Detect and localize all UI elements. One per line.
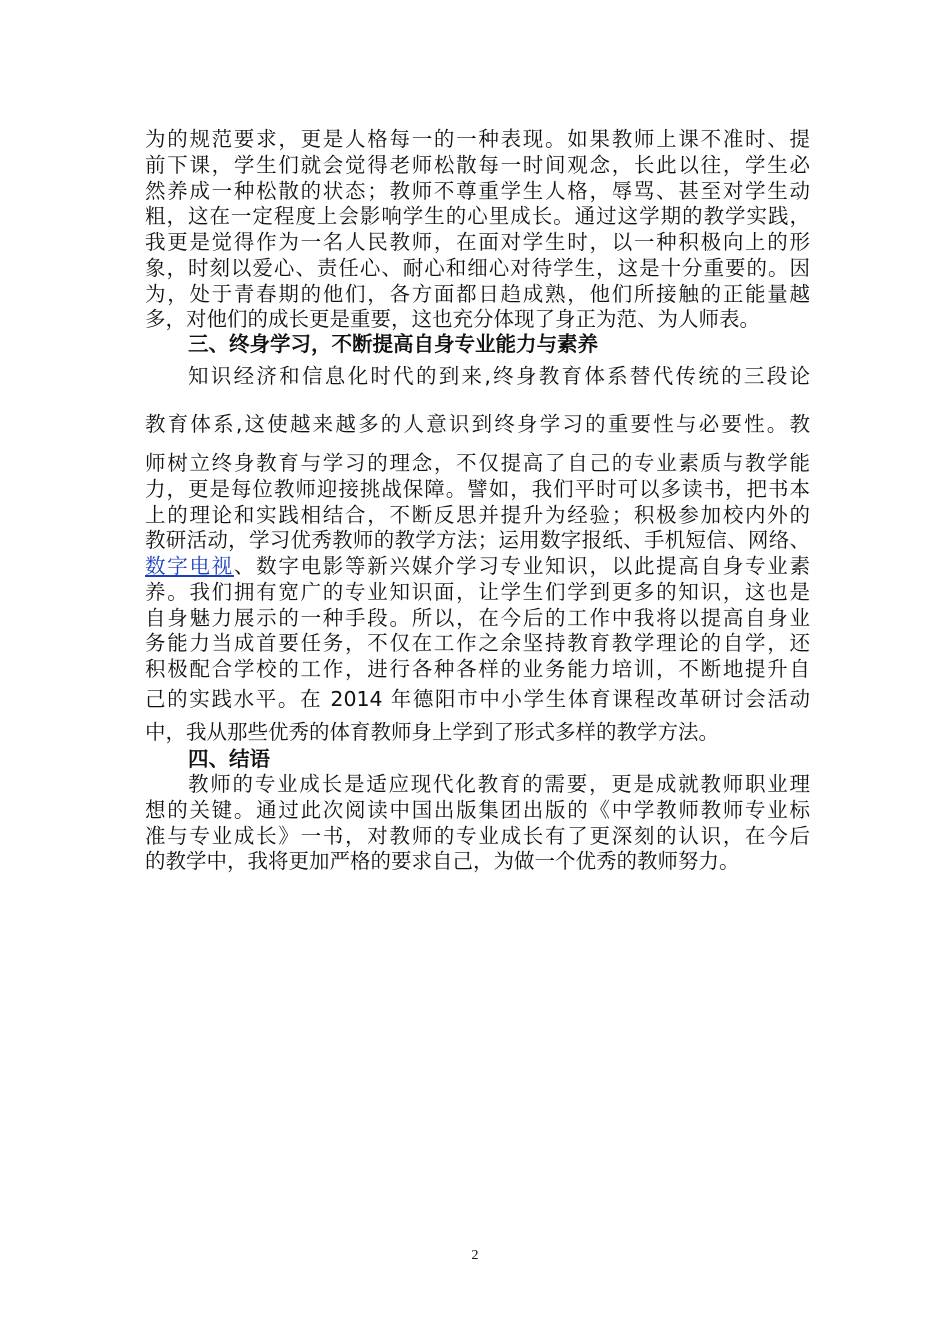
body-line: 想的关键。通过此次阅读中国出版集团出版的《中学教师教师专业标 <box>145 798 810 822</box>
body-line <box>145 553 810 579</box>
body-line: 师树立终身教育与学习的理念，不仅提高了自己的专业素质与教学能 <box>145 451 810 475</box>
body-line: 的教学中，我将更加严格的要求自己，为做一个优秀的教师努力。 <box>145 849 740 873</box>
body-line: 己的实践水平。在 2014 年德阳市中小学生体育课程改革研讨会活动 <box>145 687 810 711</box>
body-text: 、数字电影等新兴媒介学习专业知识，以此提高自身专业素 <box>233 554 811 578</box>
section-heading: 四、结语 <box>188 747 270 771</box>
body-line: 多，对他们的成长更是重要，这也充分体现了身正为范、为人师表。 <box>145 307 760 331</box>
body-line: 知识经济和信息化时代的到来,终身教育体系替代传统的三段论 <box>188 364 810 388</box>
body-line: 准与专业成长》一书，对教师的专业成长有了更深刻的认识，在今后 <box>145 824 810 848</box>
body-line: 我更是觉得作为一名人民教师，在面对学生时，以一种积极向上的形 <box>145 230 810 254</box>
digital-tv-link[interactable]: 数字电视 <box>145 554 234 578</box>
body-line: 中，我从那些优秀的体育教师身上学到了形式多样的教学方法。 <box>145 720 719 744</box>
body-line: 养。我们拥有宽广的专业知识面，让学生们学到更多的知识，这也是 <box>145 580 810 604</box>
page-number: 2 <box>471 1248 479 1263</box>
body-line: 力，更是每位教师迎接挑战保障。譬如，我们平时可以多读书，把书本 <box>145 477 810 501</box>
body-line: 为的规范要求，更是人格每一的一种表现。如果教师上课不准时、提 <box>145 127 810 151</box>
body-line: 前下课，学生们就会觉得老师松散每一时间观念，长此以往，学生必 <box>145 153 810 177</box>
body-line: 教师的专业成长是适应现代化教育的需要，更是成就教师职业理 <box>188 772 810 796</box>
body-line: 教研活动，学习优秀教师的教学方法；运用数字报纸、手机短信、网络、 <box>145 528 810 552</box>
body-line: 自身魅力展示的一种手段。所以，在今后的工作中我将以提高自身业 <box>145 606 810 630</box>
body-line: 为，处于青春期的他们，各方面都日趋成熟，他们所接触的正能量越 <box>145 282 810 306</box>
body-line: 积极配合学校的工作，进行各种各样的业务能力培训，不断地提升自 <box>145 657 810 681</box>
body-line: 粗，这在一定程度上会影响学生的心里成长。通过这学期的教学实践， <box>145 204 810 228</box>
body-line: 象，时刻以爱心、责任心、耐心和细心对待学生，这是十分重要的。因 <box>145 256 810 280</box>
body-line: 然养成一种松散的状态；教师不尊重学生人格，辱骂、甚至对学生动 <box>145 179 810 203</box>
body-line: 务能力当成首要任务，不仅在工作之余坚持教育教学理论的自学，还 <box>145 631 810 655</box>
section-heading: 三、终身学习，不断提高自身专业能力与素养 <box>188 332 598 356</box>
body-line: 教育体系,这使越来越多的人意识到终身学习的重要性与必要性。教 <box>145 412 810 436</box>
body-line: 上的理论和实践相结合，不断反思并提升为经验；积极参加校内外的 <box>145 503 810 527</box>
